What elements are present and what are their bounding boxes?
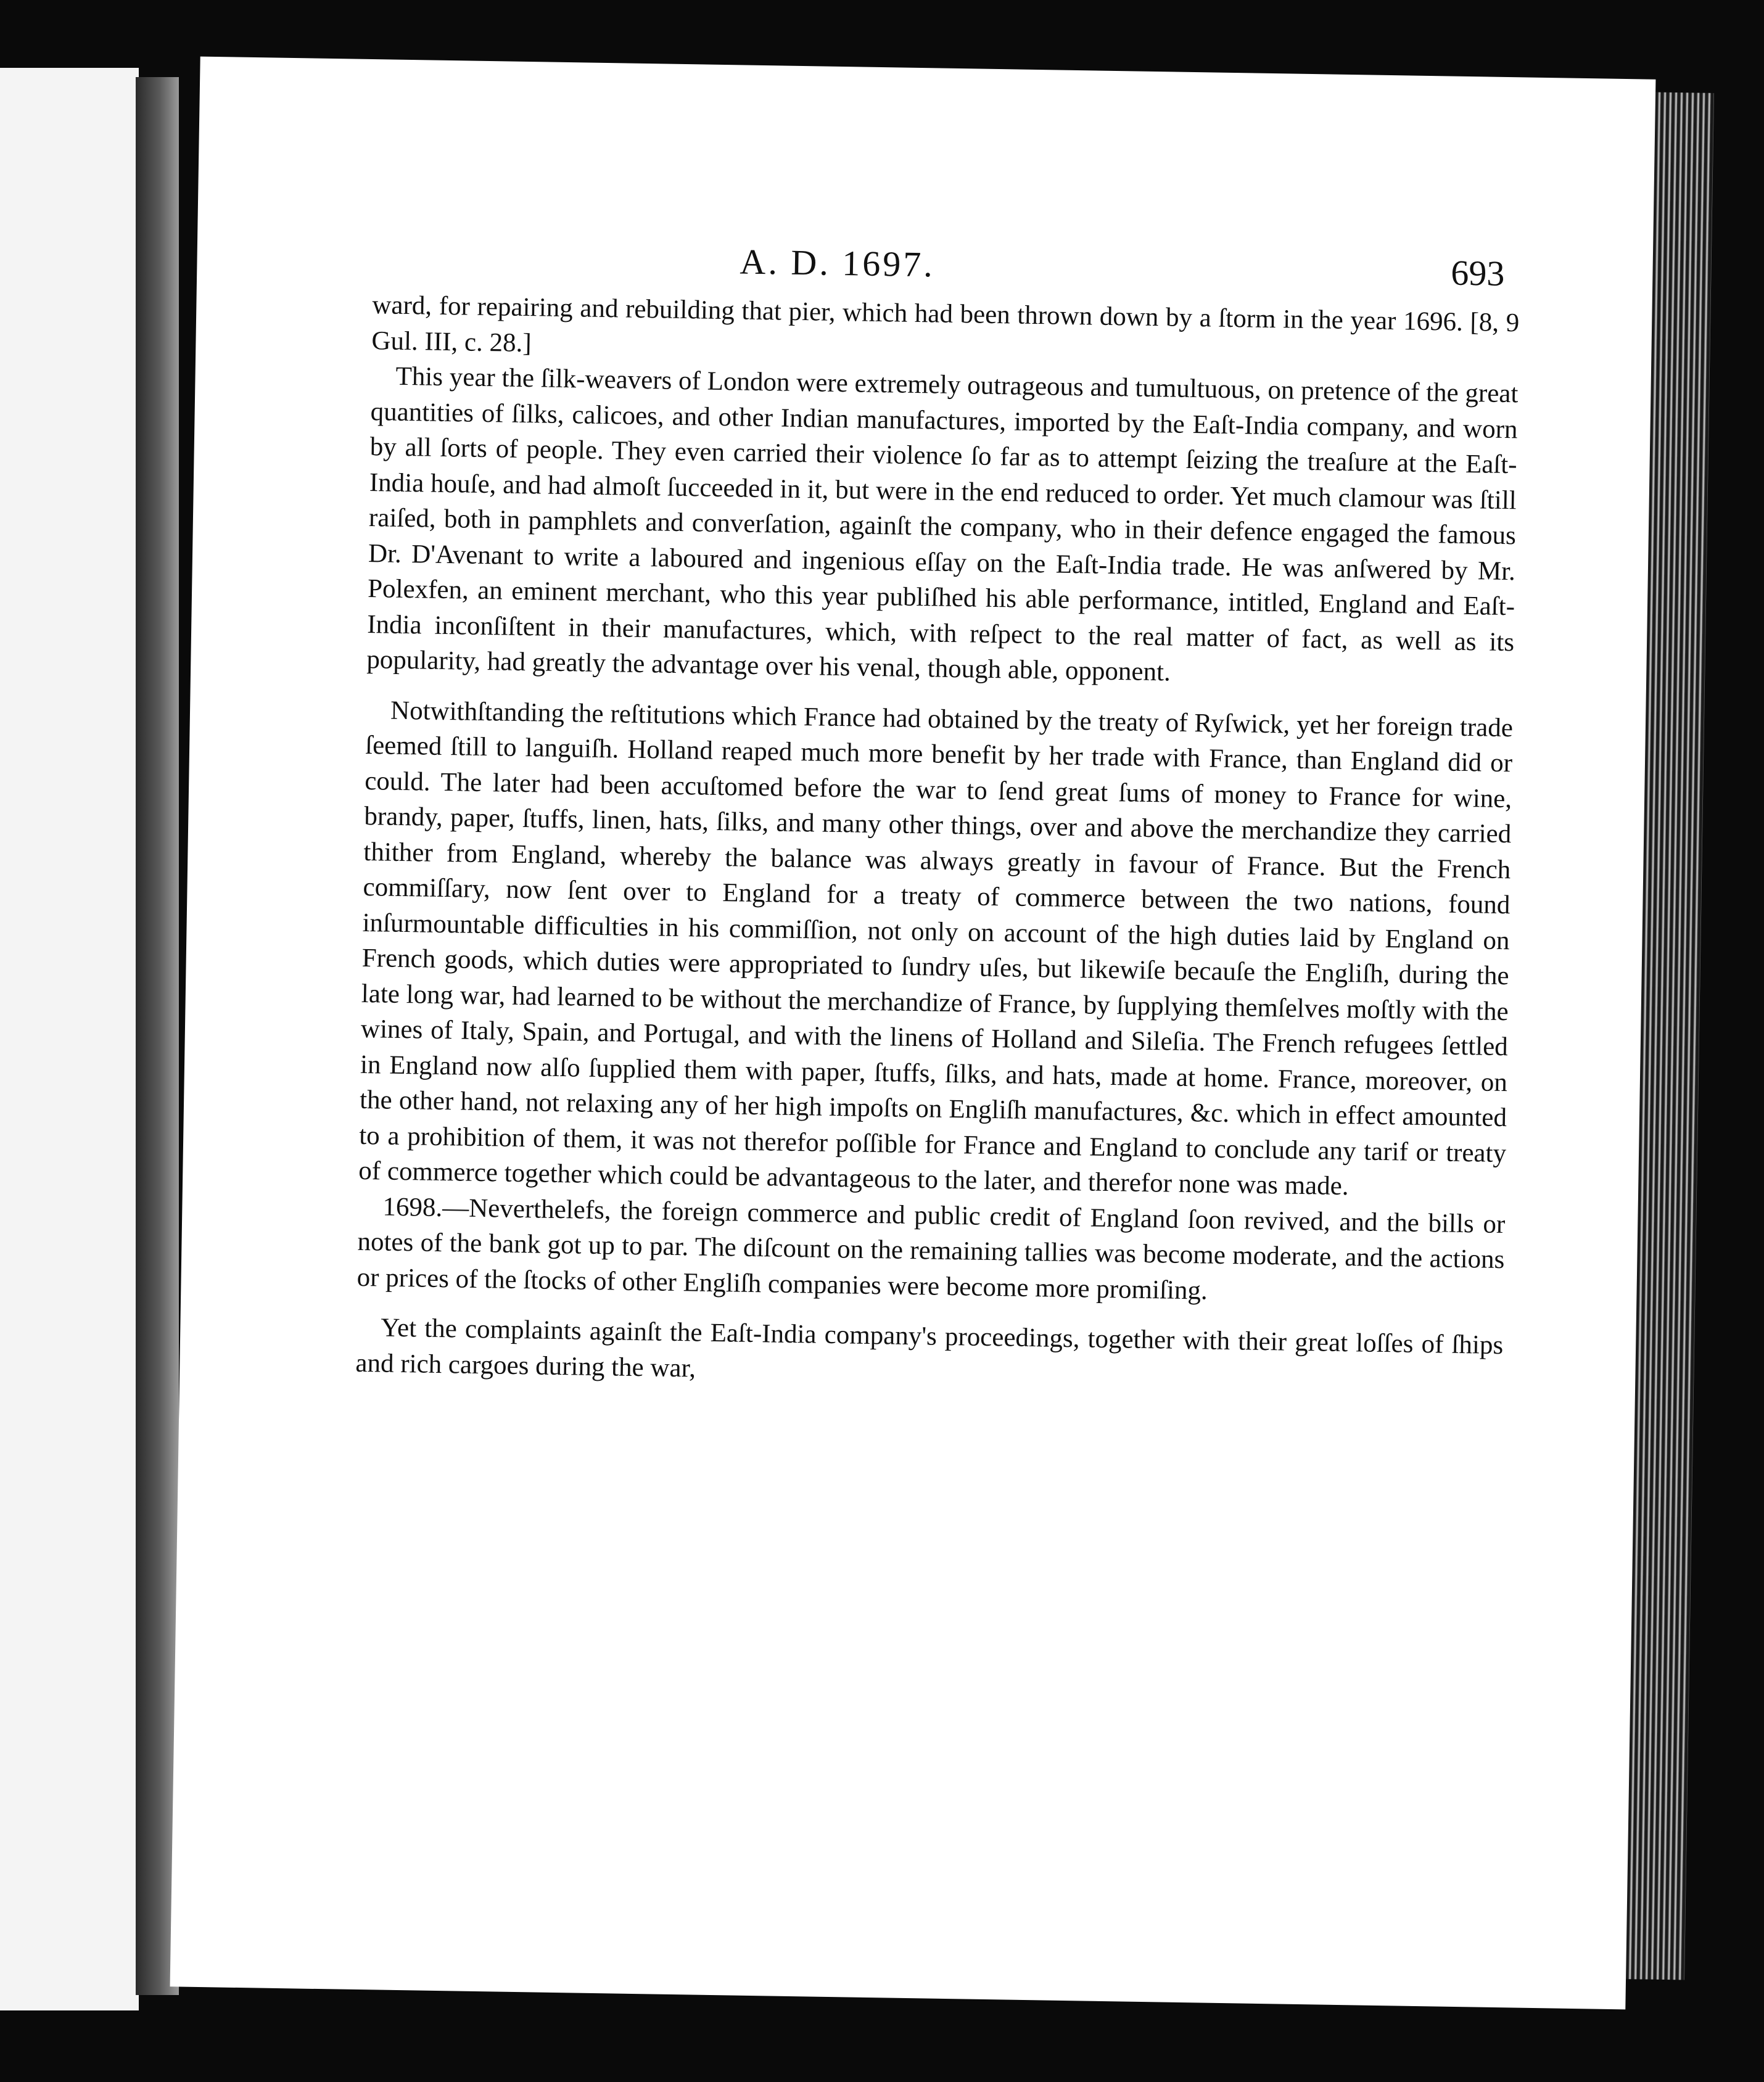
body-text xyxy=(355,287,1520,1399)
paragraph-treaty-of-ryswick: Notwithſtanding the reſtitutions which France had obtained by the treaty of Ryſwick, yet her foreign trade ſeemed ſtill to languiſh. Holland reaped much more benefit by her trade with France, than England did or could. The later had been accuſtomed before the war to ſend great ſums of money to France for wine, brandy, paper, ſtuffs, linen, hats, ſilks, and many other things, over and above the merchandize they carried thither from England, whereby the balance was always greatly in favour of France. But the French commiſſary, now ſent over to England for a treaty of commerce between the two nations, found inſurmountable difficulties in his commiſſion, not only on account of the high duties laid by England on French goods, which duties were appropriated to ſundry uſes, but likewiſe becauſe the Engliſh, during the late long war, had learned to be without the merchandize of France, by ſupplying themſelves moſtly with the wines of Italy, Spain, and Portugal, and with the linens of Holland and Sileſia. The French refugees ſettled in England now alſo ſupplied them with paper, ſtuffs, ſilks, and hats, made at home. France, moreover, on the other hand, not relaxing any of her high impoſts on Engliſh manufactures, &c. which in effect amounted to a prohibition of them, it was not therefor poſſible for France and England to conclude any tarif or treaty of commerce together which could be advantageous to the later, and therefor none was made. xyxy=(358,696,1514,1201)
book-gutter xyxy=(136,77,179,1995)
paragraph-east-india-complaints: Yet the complaints againſt the Eaſt-India company's proceedings, together with their great loſſes of ſhips and rich cargoes during the war, xyxy=(355,1313,1504,1383)
paragraph-1698: 1698.—Neverthelefs, the foreign commerce and public credit of England ſoon revived, and the bills or notes of the bank got up to par. The diſcount on the remaining tallies was become moderate, and the actions or prices of the ſtocks of other Engliſh companies were become more promiſing. xyxy=(357,1192,1506,1306)
facing-page xyxy=(0,68,139,2010)
scanned-page xyxy=(170,57,1656,2010)
page-number: 693 xyxy=(1450,252,1505,294)
paragraph-continuation: ward, for repairing and rebuilding that pier, which had been thrown down by a ſtorm in the year 1696. [8, 9 Gul. III, c. 28.] xyxy=(371,290,1520,358)
running-head: A. D. 1697. xyxy=(740,241,936,285)
paragraph-silk-weavers: This year the ſilk-weavers of London were extremely outrageous and tumultuous, on pretence of the great quantities of ſilks, calicoes, and other Indian manufactures, imported by the Eaſt-India company, and worn by all ſorts of people. They even carried their violence ſo far as to attempt ſeizing the treaſure at the Eaſt-India houſe, and had almoſt ſucceeded in it, but were in the end reduced to order. Yet much clamour was ſtill raiſed, both in pamphlets and converſation, againſt the company, who in their defence engaged the famous Dr. D'Avenant to write a laboured and ingenious eſſay on the Eaſt-India trade. He was anſwered by Mr. Polexfen, an eminent merchant, who this year publiſhed his able performance, intitled, England and Eaſt-India inconſiſtent in their manufactures, which, with reſpect to the real matter of fact, as well as its popularity, had greatly the advantage over his venal, though able, opponent. xyxy=(366,361,1519,687)
